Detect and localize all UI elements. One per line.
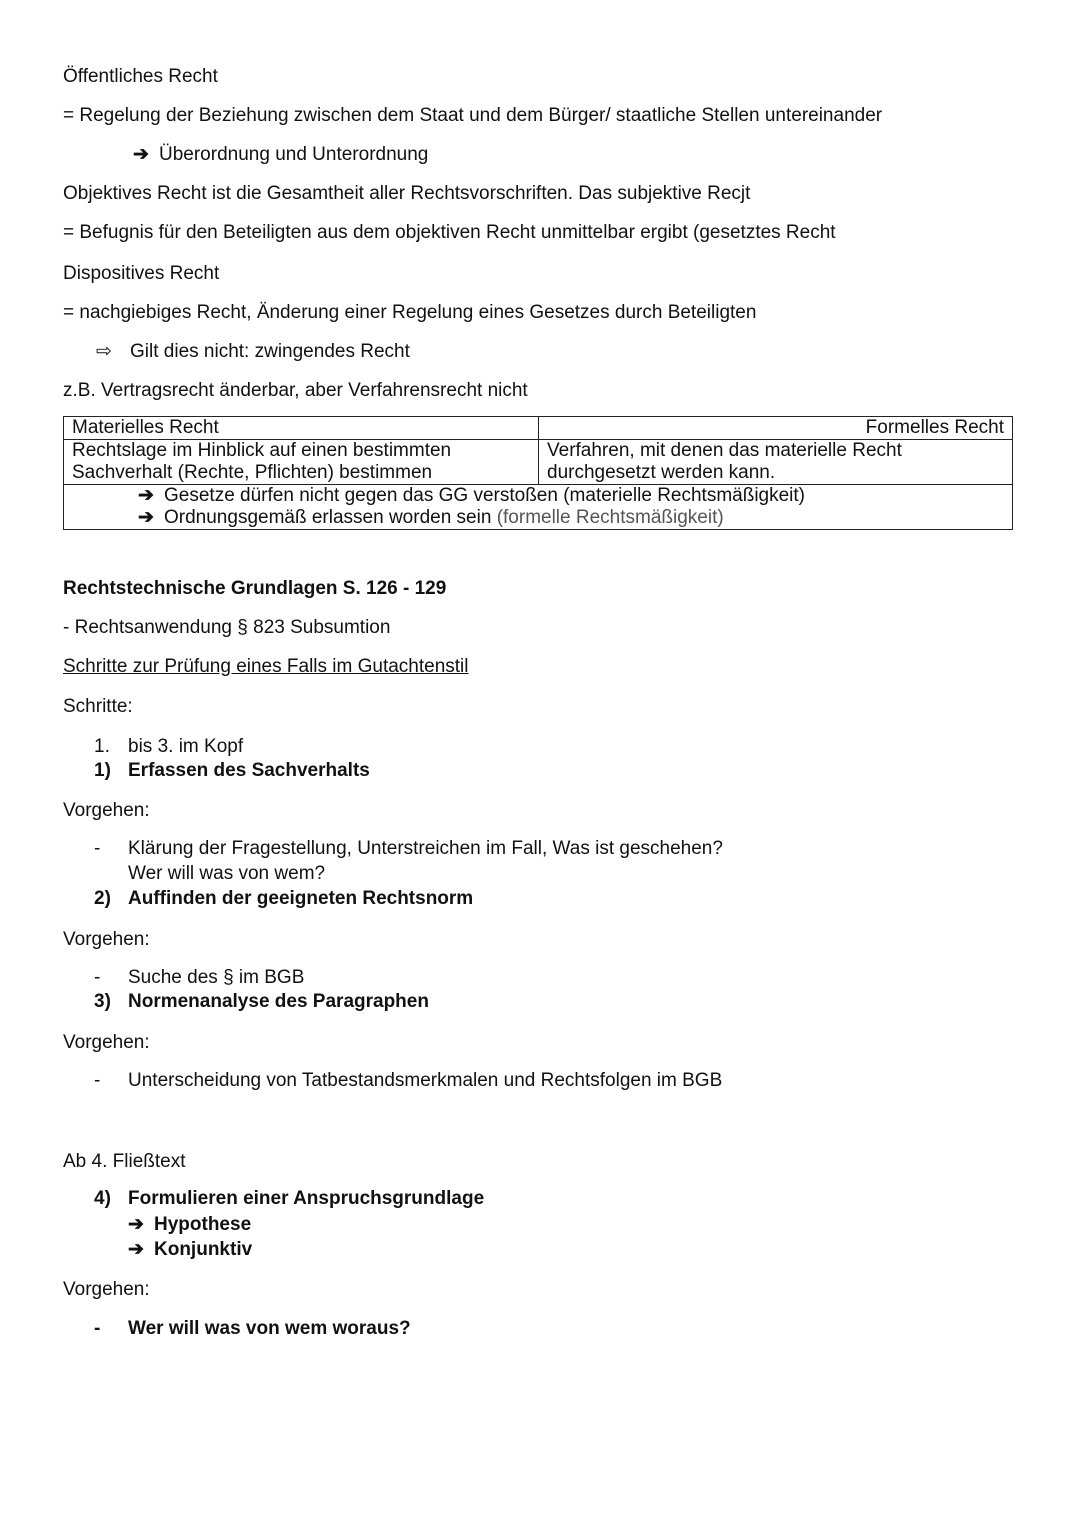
arrow-text: Gilt dies nicht: zwingendes Recht <box>130 341 410 362</box>
public-law-arrow-line <box>133 144 428 166</box>
cell-line: Rechtslage im Hinblick auf einen bestimmten <box>72 440 452 461</box>
dash-icon: - <box>94 1070 101 1091</box>
arrow-text: Hypothese <box>154 1214 252 1235</box>
step-4-arrow-2 <box>128 1239 252 1261</box>
step-text: Auffinden der geeigneten Rechtsnorm <box>128 888 474 909</box>
condition-line <box>138 507 1004 529</box>
list-item <box>94 736 243 758</box>
arrow-icon: ➔ <box>138 507 154 528</box>
cell-line: Verfahren, mit denen das materielle Recht <box>547 440 902 461</box>
table-header-material: Materielles Recht <box>64 417 539 440</box>
step-text: Formulieren einer Anspruchsgrundlage <box>128 1188 485 1209</box>
hollow-arrow-icon: ⇨ <box>96 341 112 362</box>
arrow-icon: ➔ <box>133 144 149 165</box>
procedure-label: Vorgehen: <box>63 800 150 821</box>
procedure-label: Vorgehen: <box>63 929 150 950</box>
application-line: - Rechtsanwendung § 823 Subsumtion <box>63 617 391 638</box>
bullet-text: Klärung der Fragestellung, Unterstreichen im Fall, Was ist geschehen? <box>128 838 723 859</box>
step-4-arrow-1 <box>128 1214 251 1236</box>
step-number: 3) <box>94 991 111 1012</box>
list-text: bis 3. im Kopf <box>128 736 244 757</box>
flow-text-note: Ab 4. Fließtext <box>63 1151 186 1172</box>
dispositive-arrow-line <box>96 341 410 363</box>
dispositive-law-heading: Dispositives Recht <box>63 263 220 284</box>
step-3 <box>94 991 429 1013</box>
objective-law-text: Objektives Recht ist die Gesamtheit aller Rechtsvorschriften. Das subjektive Recjt <box>63 183 751 204</box>
arrow-icon: ➔ <box>128 1239 144 1260</box>
step-1 <box>94 760 370 782</box>
procedure-label: Vorgehen: <box>63 1279 150 1300</box>
bullet-text: Suche des § im BGB <box>128 967 305 988</box>
public-law-definition: = Regelung der Beziehung zwischen dem Staat und dem Bürger/ staatliche Stellen untereinander <box>63 105 883 126</box>
condition-paren: (formelle Rechtsmäßigkeit) <box>496 507 724 528</box>
cell-line: durchgesetzt werden kann. <box>547 462 776 483</box>
dash-icon: - <box>94 1318 101 1339</box>
arrow-icon: ➔ <box>128 1214 144 1235</box>
public-law-heading: Öffentliches Recht <box>63 66 218 87</box>
step-1-bullet <box>94 838 723 860</box>
step-4 <box>94 1188 484 1210</box>
dispositive-law-definition: = nachgiebiges Recht, Änderung einer Regelung eines Gesetzes durch Beteiligten <box>63 302 757 323</box>
subjective-law-definition: = Befugnis für den Beteiligten aus dem objektiven Recht unmittelbar ergibt (gesetztes Recht <box>63 222 836 243</box>
condition-line <box>138 485 1004 507</box>
arrow-icon: ➔ <box>138 485 154 506</box>
table-cell-material <box>64 440 539 485</box>
table-cell-conditions <box>64 485 1013 530</box>
bullet-text: Wer will was von wem woraus? <box>128 1318 411 1339</box>
arrow-text: Überordnung und Unterordnung <box>159 144 429 165</box>
step-3-bullet <box>94 1070 722 1092</box>
steps-label: Schritte: <box>63 696 133 717</box>
step-number: 2) <box>94 888 111 909</box>
table-row <box>64 417 1013 440</box>
dash-icon: - <box>94 838 101 859</box>
table-row <box>64 485 1013 530</box>
list-number: 1. <box>94 736 110 757</box>
arrow-text: Konjunktiv <box>154 1239 253 1260</box>
condition-text: Gesetze dürfen nicht gegen das GG verstoßen (materielle Rechtsmäßigkeit) <box>164 485 806 506</box>
table-cell-formal <box>539 440 1013 485</box>
dash-icon: - <box>94 967 101 988</box>
step-text: Erfassen des Sachverhalts <box>128 760 370 781</box>
cell-line: Sachverhalt (Rechte, Pflichten) bestimmen <box>72 462 433 483</box>
law-comparison-table <box>63 416 1013 530</box>
section-heading: Rechtstechnische Grundlagen S. 126 - 129 <box>63 578 447 599</box>
table-row <box>64 440 1013 485</box>
condition-text: Ordnungsgemäß erlassen worden sein <box>164 507 492 528</box>
subheading: Schritte zur Prüfung eines Falls im Gutachtenstil <box>63 656 469 677</box>
step-2 <box>94 888 473 910</box>
example-text: z.B. Vertragsrecht änderbar, aber Verfahrensrecht nicht <box>63 380 528 401</box>
step-text: Normenanalyse des Paragraphen <box>128 991 429 1012</box>
bullet-text: Unterscheidung von Tatbestandsmerkmalen und Rechtsfolgen im BGB <box>128 1070 723 1091</box>
step-2-bullet <box>94 967 304 989</box>
step-number: 1) <box>94 760 111 781</box>
step-number: 4) <box>94 1188 111 1209</box>
step-1-bullet-cont: Wer will was von wem? <box>128 863 326 884</box>
step-4-bullet <box>94 1318 411 1340</box>
table-header-formal: Formelles Recht <box>539 417 1013 440</box>
procedure-label: Vorgehen: <box>63 1032 150 1053</box>
